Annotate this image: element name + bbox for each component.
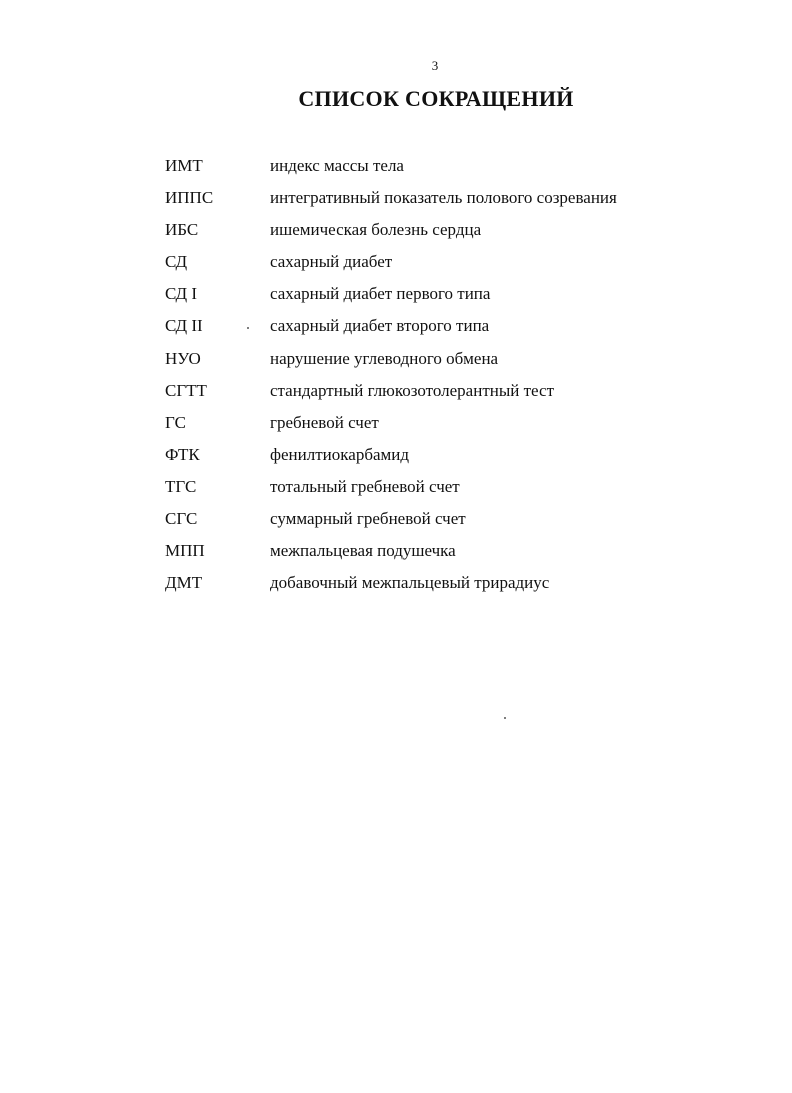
- page-number: 3: [431, 58, 439, 73]
- abbreviation-term: ГС: [165, 412, 186, 432]
- abbreviation-definition: тотальный гребневой счет: [270, 476, 460, 496]
- abbreviation-definition: нарушение углеводного обмена: [270, 348, 499, 368]
- abbreviation-term: ДМТ: [165, 573, 203, 593]
- abbreviation-definition: сахарный диабет второго типа: [270, 316, 490, 336]
- abbreviation-term: ИППС: [165, 188, 214, 208]
- abbreviation-definition: сахарный диабет: [270, 252, 393, 272]
- abbreviation-term: ИБС: [165, 220, 199, 240]
- abbreviation-definition: фенилтиокарбамид: [270, 444, 410, 464]
- abbreviation-definition: гребневой счет: [270, 412, 379, 432]
- abbreviation-term: СГС: [165, 509, 198, 529]
- abbreviation-row: [165, 187, 685, 219]
- abbreviation-term: СД I: [165, 284, 197, 304]
- abbreviation-definition: стандартный глюкозотолерантный тест: [270, 380, 554, 400]
- abbreviation-row: [165, 155, 685, 187]
- abbreviation-row: [165, 572, 685, 604]
- abbreviation-row: [165, 476, 685, 508]
- abbreviation-term: НУО: [165, 348, 201, 368]
- scan-speck: [504, 717, 506, 719]
- abbreviation-term: СГТТ: [165, 380, 207, 400]
- abbreviation-row: [165, 283, 685, 315]
- abbreviation-row: [165, 412, 685, 444]
- abbreviation-row: [165, 508, 685, 540]
- abbreviation-row: [165, 219, 685, 251]
- abbreviation-definition: индекс массы тела: [270, 156, 404, 175]
- abbreviation-term: СД: [165, 252, 188, 272]
- abbreviation-list: [165, 155, 685, 604]
- abbreviation-term: МПП: [165, 541, 205, 561]
- abbreviation-definition: межпальцевая подушечка: [270, 541, 456, 561]
- abbreviation-definition: ишемическая болезнь сердца: [270, 220, 482, 240]
- abbreviation-definition: суммарный гребневой счет: [270, 509, 466, 529]
- abbreviation-term: СД II: [165, 316, 203, 336]
- abbreviation-term: ТГС: [165, 476, 197, 496]
- scan-speck: [247, 327, 249, 329]
- abbreviation-definition: интегративный показатель полового созревания: [270, 188, 617, 208]
- abbreviation-row: [165, 251, 685, 283]
- abbreviation-term: ИМТ: [165, 156, 203, 175]
- abbreviation-row: [165, 315, 685, 347]
- abbreviation-row: [165, 444, 685, 476]
- abbreviation-definition: добавочный межпальцевый трирадиус: [270, 573, 550, 593]
- abbreviation-row: [165, 348, 685, 380]
- abbreviation-row: [165, 540, 685, 572]
- abbreviation-row: [165, 380, 685, 412]
- page-title: СПИСОК СОКРАЩЕНИЙ: [298, 86, 574, 111]
- abbreviation-term: ФТК: [165, 444, 200, 464]
- abbreviation-definition: сахарный диабет первого типа: [270, 284, 491, 304]
